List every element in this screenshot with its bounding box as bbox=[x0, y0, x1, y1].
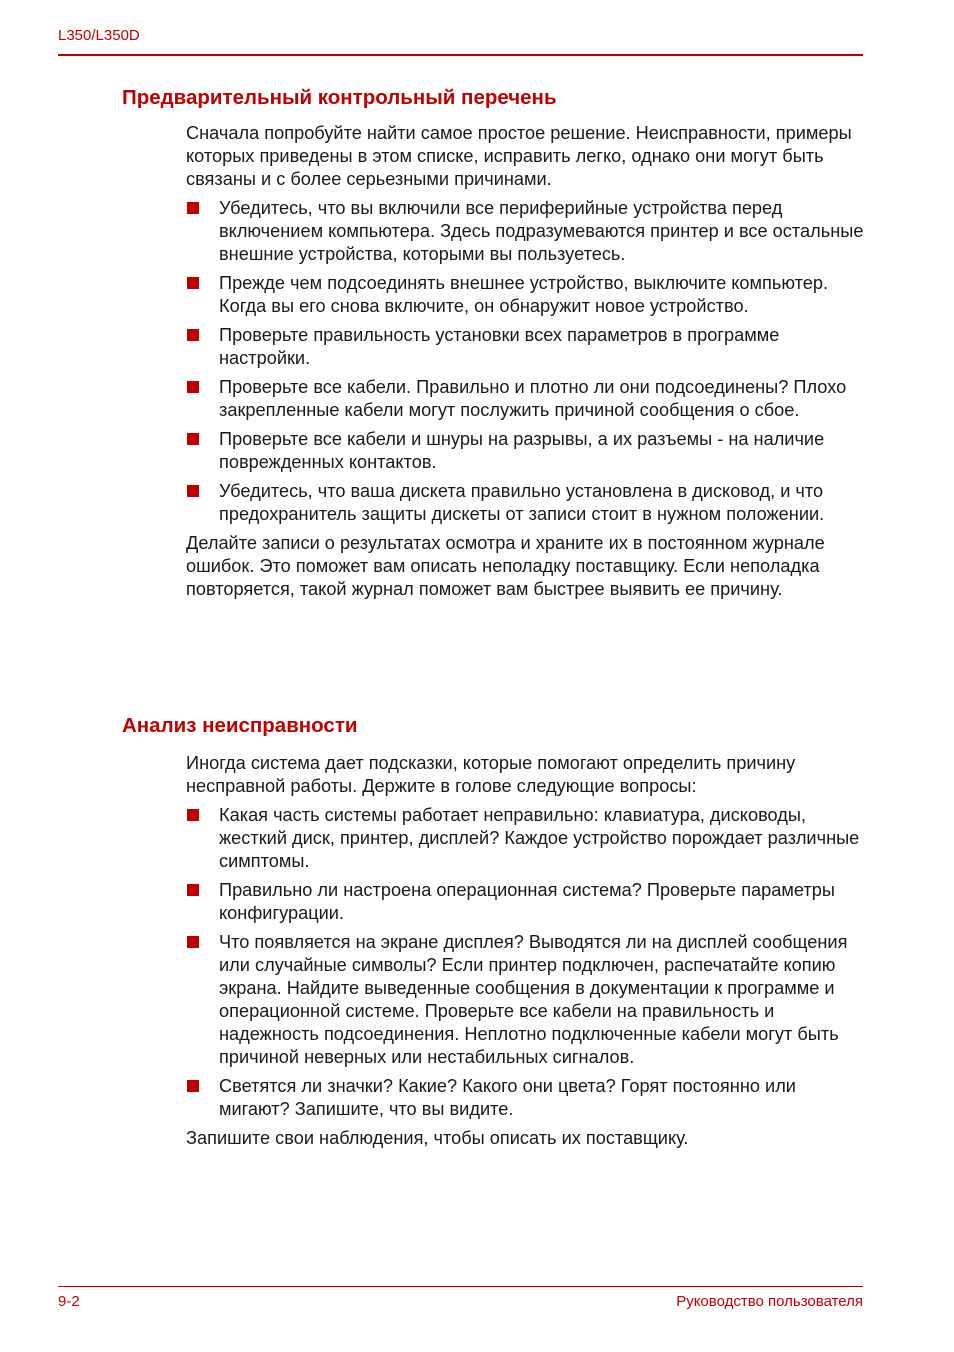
square-bullet-icon bbox=[187, 1080, 199, 1092]
list-item bbox=[186, 931, 866, 1069]
list-item bbox=[186, 879, 866, 925]
document-model-header: L350/L350D bbox=[58, 27, 140, 44]
list-item-text: Убедитесь, что вы включили все периферийные устройства перед включением компьютера. Здесь подразумеваются принтер и все остальные внешние устройства, которыми вы пользуетесь. bbox=[219, 198, 864, 264]
list-item-text: Светятся ли значки? Какие? Какого они цвета? Горят постоянно или мигают? Запишите, что вы видите. bbox=[219, 1076, 796, 1119]
paragraph-outro: Запишите свои наблюдения, чтобы описать их поставщику. bbox=[186, 1128, 689, 1148]
section-body-analysis bbox=[186, 752, 866, 1150]
list-item-text: Проверьте все кабели. Правильно и плотно ли они подсоединены? Плохо закрепленные кабели могут послужить причиной сообщения о сбое. bbox=[219, 377, 847, 420]
square-bullet-icon bbox=[187, 202, 199, 214]
manual-title-footer: Руководство пользователя bbox=[676, 1293, 863, 1310]
bullet-list bbox=[186, 197, 866, 526]
list-item-text: Прежде чем подсоединять внешнее устройство, выключите компьютер. Когда вы его снова включите, он обнаружит новое устройство. bbox=[219, 273, 828, 316]
square-bullet-icon bbox=[187, 485, 199, 497]
square-bullet-icon bbox=[187, 277, 199, 289]
square-bullet-icon bbox=[187, 381, 199, 393]
list-item bbox=[186, 324, 866, 370]
square-bullet-icon bbox=[187, 884, 199, 896]
square-bullet-icon bbox=[187, 809, 199, 821]
list-item-text: Проверьте все кабели и шнуры на разрывы, а их разъемы - на наличие поврежденных контактов. bbox=[219, 429, 825, 472]
header-divider bbox=[58, 54, 863, 56]
list-item-text: Что появляется на экране дисплея? Выводятся ли на дисплей сообщения или случайные символы? Если принтер подключен, распечатайте копию экрана. Найдите выведенные сообщения в документации к программе и операционной системе. Проверьте все кабели на правильность и надежность подсоединения. Неплотно подключенные кабели могут быть причиной неверных или нестабильных сигналов. bbox=[219, 932, 848, 1067]
paragraph-intro: Иногда система дает подсказки, которые помогают определить причину несправной работы. Держите в голове следующие вопросы: bbox=[186, 753, 796, 796]
list-item bbox=[186, 804, 866, 873]
paragraph-outro: Делайте записи о результатах осмотра и храните их в постоянном журнале ошибок. Это поможет вам описать неполадку поставщику. Если неполадка повторяется, такой журнал поможет вам быстрее выявить ее причину. bbox=[186, 533, 825, 599]
list-item-text: Убедитесь, что ваша дискета правильно установлена в дисковод, и что предохранитель защиты дискеты от записи стоит в нужном положении. bbox=[219, 481, 825, 524]
square-bullet-icon bbox=[187, 433, 199, 445]
list-item-text: Правильно ли настроена операционная система? Проверьте параметры конфигурации. bbox=[219, 880, 835, 923]
list-item bbox=[186, 272, 866, 318]
section-title-analysis: Анализ неисправности bbox=[122, 714, 358, 737]
list-item bbox=[186, 480, 866, 526]
section-body-checklist bbox=[186, 122, 866, 601]
list-item bbox=[186, 376, 866, 422]
list-item bbox=[186, 197, 866, 266]
footer-divider bbox=[58, 1286, 863, 1287]
section-title-checklist: Предварительный контрольный перечень bbox=[122, 86, 557, 109]
list-item bbox=[186, 428, 866, 474]
page-number: 9-2 bbox=[58, 1293, 80, 1310]
square-bullet-icon bbox=[187, 329, 199, 341]
bullet-list bbox=[186, 804, 866, 1121]
list-item-text: Какая часть системы работает неправильно: клавиатура, дисководы, жесткий диск, принтер, дисплей? Каждое устройство порождает различные симптомы. bbox=[219, 805, 860, 871]
list-item bbox=[186, 1075, 866, 1121]
square-bullet-icon bbox=[187, 936, 199, 948]
paragraph-intro: Сначала попробуйте найти самое простое решение. Неисправности, примеры которых приведены в этом списке, исправить легко, однако они могут быть связаны и с более серьезными причинами. bbox=[186, 123, 852, 189]
list-item-text: Проверьте правильность установки всех параметров в программе настройки. bbox=[219, 325, 780, 368]
